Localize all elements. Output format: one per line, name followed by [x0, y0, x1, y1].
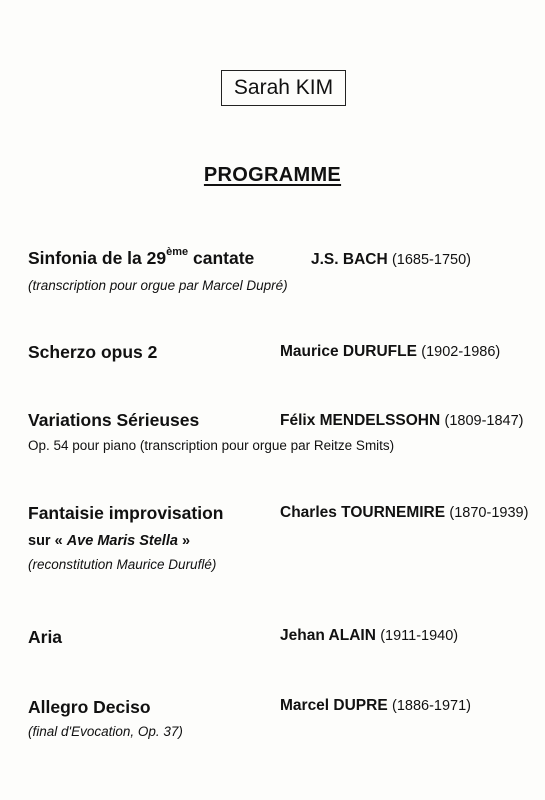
piece-title-fantaisie: Fantaisie improvisation — [28, 503, 224, 523]
composer-bach — [311, 251, 471, 269]
composer-name: Maurice DURUFLE — [280, 343, 417, 360]
piece-subtitle-fantaisie: sur « Ave Maris Stella » — [28, 533, 191, 549]
composer-dates: (1911-1940) — [380, 628, 459, 644]
programme-heading: PROGRAMME — [203, 164, 342, 186]
composer-dupre — [280, 697, 471, 715]
composer-name: Félix MENDELSSOHN — [280, 412, 441, 429]
composer-dates: (1886-1971) — [392, 698, 471, 714]
piece-note-variations: Op. 54 pour piano (transcription pour orgue par Reitze Smits) — [28, 438, 395, 453]
piece-title-main: Sinfonia de la 29 — [28, 248, 167, 268]
piece-title-sinfonia — [28, 248, 254, 269]
piece-note-allegro: (final d'Evocation, Op. 37) — [28, 724, 183, 739]
piece-title-superscript: ème — [166, 246, 189, 259]
hymn-title: Ave Maris Stella — [66, 533, 178, 549]
piece-note-sinfonia: (transcription pour orgue par Marcel Dupré) — [28, 278, 288, 293]
piece-title-scherzo: Scherzo opus 2 — [28, 342, 158, 362]
composer-tournemire — [280, 504, 528, 522]
composer-mendelssohn — [280, 412, 524, 430]
composer-dates: (1809-1847) — [444, 413, 524, 429]
piece-title-allegro: Allegro Deciso — [28, 697, 151, 717]
composer-dates: (1870-1939) — [449, 505, 529, 521]
composer-alain — [280, 627, 458, 645]
composer-name: J.S. BACH — [311, 251, 388, 268]
piece-title-end: cantate — [188, 248, 255, 268]
performer-name: Sarah KIM — [221, 70, 346, 106]
composer-name: Marcel DUPRE — [280, 697, 388, 714]
piece-title-variations: Variations Sérieuses — [28, 410, 200, 430]
composer-name: Charles TOURNEMIRE — [280, 504, 446, 521]
piece-note-fantaisie: (reconstitution Maurice Duruflé) — [28, 557, 217, 572]
composer-name: Jehan ALAIN — [280, 627, 376, 644]
piece-title-aria: Aria — [28, 627, 63, 647]
composer-dates: (1685-1750) — [391, 252, 471, 268]
composer-durufle — [280, 343, 500, 361]
composer-dates: (1902-1986) — [421, 344, 501, 360]
